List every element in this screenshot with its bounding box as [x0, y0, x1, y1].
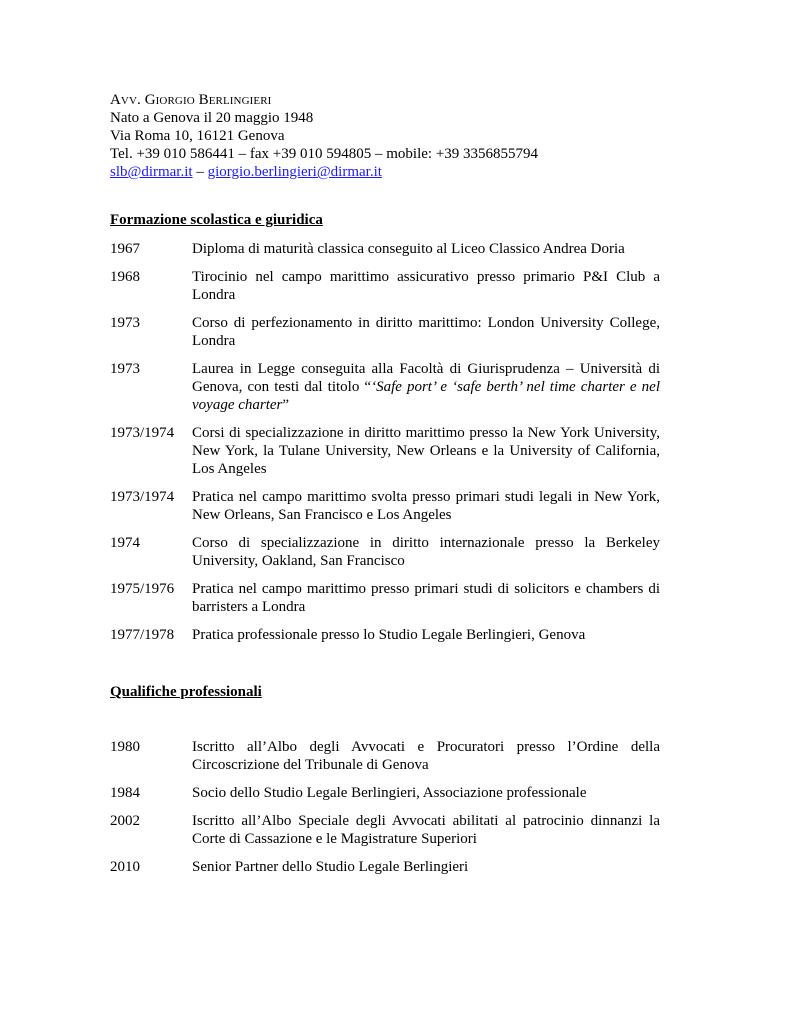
qualifications-list [110, 738, 660, 876]
education-entry [110, 240, 660, 258]
education-entry [110, 360, 660, 414]
entry-description [192, 360, 660, 414]
section-title-qualifications: Qualifiche professionali [110, 684, 262, 700]
entry-description: Pratica nel campo marittimo presso primari studi di solicitors e chambers di barristers a Londra [192, 581, 660, 615]
birth-info: Nato a Genova il 20 maggio 1948 [110, 110, 314, 126]
entry-description: Diploma di maturità classica conseguito al Liceo Classico Andrea Doria [192, 241, 625, 257]
entry-year: 1967 [110, 241, 140, 257]
qualification-entry [110, 738, 660, 774]
entry-description: Iscritto all’Albo Speciale degli Avvocati abilitati al patrocinio dinnanzi la Corte di Cassazione e le Magistrature Superiori [192, 813, 660, 847]
education-entry [110, 626, 660, 644]
email-link-slb[interactable]: slb@dirmar.it [110, 164, 193, 180]
thesis-intro: Laurea in Legge conseguita alla Facoltà di Giurisprudenza – Università di Genova, con testi dal titolo “ [192, 361, 660, 395]
entry-year: 1973 [110, 361, 140, 377]
entry-year: 2010 [110, 859, 140, 875]
education-entry [110, 268, 660, 304]
entry-description: Corso di perfezionamento in diritto marittimo: London University College, Londra [192, 315, 660, 349]
entry-description: Senior Partner dello Studio Legale Berlingieri [192, 859, 469, 875]
entry-year: 1984 [110, 785, 140, 801]
person-name: Avv. Giorgio Berlingieri [110, 92, 272, 108]
entry-description: Corsi di specializzazione in diritto marittimo presso la New York University, New York, la Tulane University, New Orleans e la University of California, Los Angeles [192, 425, 660, 477]
education-entry [110, 424, 660, 478]
phone-contacts: Tel. +39 010 586441 – fax +39 010 594805 – mobile: +39 3356855794 [110, 146, 539, 162]
email-separator: – [192, 164, 208, 180]
entry-description: Socio dello Studio Legale Berlingieri, Associazione professionale [192, 785, 587, 801]
education-entry [110, 488, 660, 524]
entry-description: Iscritto all’Albo degli Avvocati e Procuratori presso l’Ordine della Circoscrizione del Tribunale di Genova [192, 739, 660, 773]
address: Via Roma 10, 16121 Genova [110, 128, 285, 144]
cv-document [110, 91, 660, 876]
entry-year: 1975/1976 [110, 581, 175, 597]
entry-year: 1974 [110, 535, 140, 551]
entry-year: 1980 [110, 739, 140, 755]
entry-description: Pratica professionale presso lo Studio Legale Berlingieri, Genova [192, 627, 586, 643]
education-entry [110, 314, 660, 350]
entry-description: Corso di specializzazione in diritto internazionale presso la Berkeley University, Oakland, San Francisco [192, 535, 660, 569]
entry-year: 1968 [110, 269, 140, 285]
entry-year: 1973/1974 [110, 425, 175, 441]
qualification-entry [110, 784, 660, 802]
education-entry [110, 580, 660, 616]
qualification-entry [110, 812, 660, 848]
entry-year: 2002 [110, 813, 140, 829]
qualification-entry [110, 858, 660, 876]
thesis-close-quote: ” [282, 397, 290, 413]
entry-year: 1973/1974 [110, 489, 175, 505]
email-link-personal[interactable]: giorgio.berlingieri@dirmar.it [207, 164, 382, 180]
education-list [110, 240, 660, 644]
header-block [110, 91, 660, 181]
entry-year: 1977/1978 [110, 627, 175, 643]
section-title-education: Formazione scolastica e giuridica [110, 212, 323, 228]
thesis-title: ‘Safe port’ e ‘safe berth’ nel time charter e nel voyage charter [192, 379, 660, 413]
entry-year: 1973 [110, 315, 140, 331]
education-entry [110, 534, 660, 570]
email-line [110, 163, 660, 181]
entry-description: Pratica nel campo marittimo svolta presso primari studi legali in New York, New Orleans, San Francisco e Los Angeles [192, 489, 660, 523]
entry-description: Tirocinio nel campo marittimo assicurativo presso primario P&I Club a Londra [192, 269, 660, 303]
